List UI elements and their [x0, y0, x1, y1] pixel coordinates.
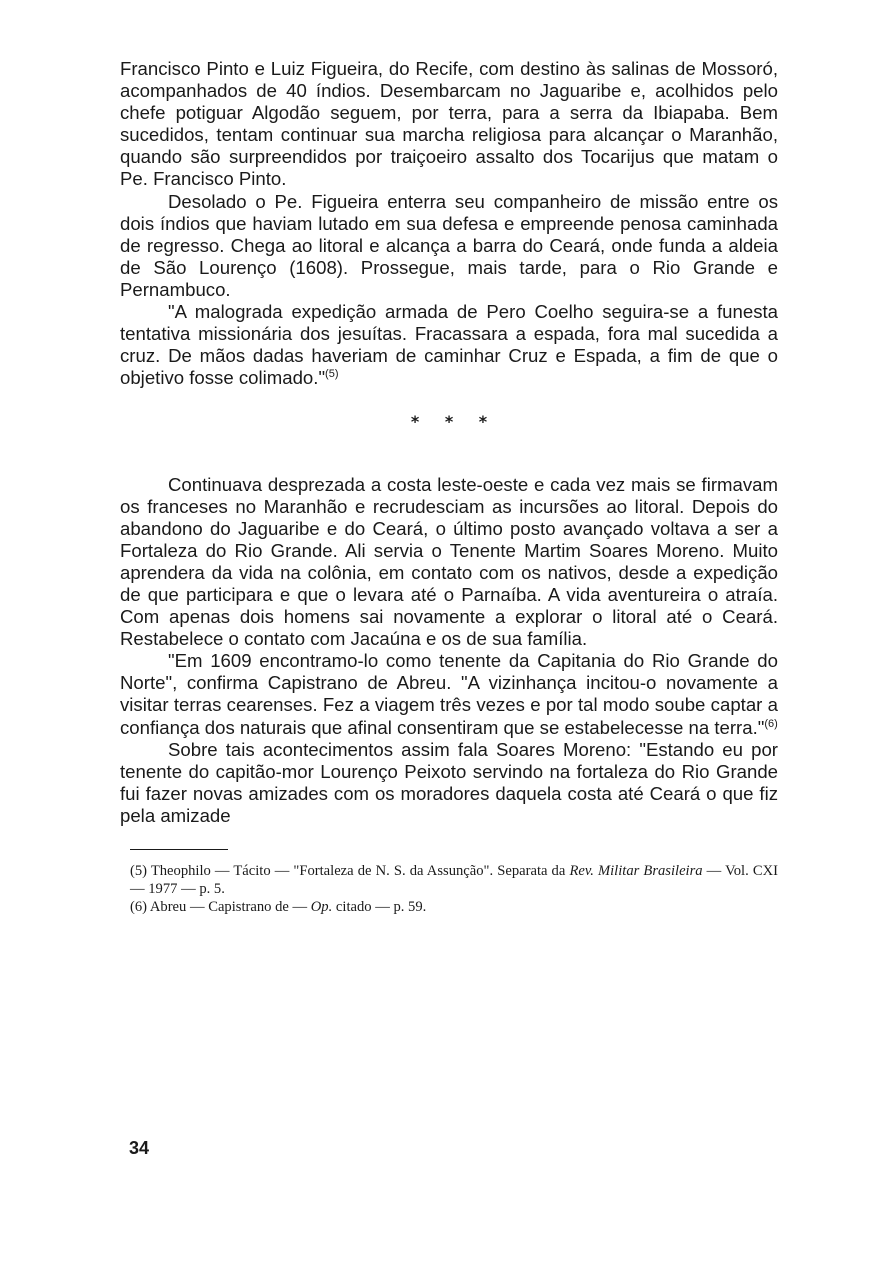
paragraph-1: Francisco Pinto e Luiz Figueira, do Recife, com destino às salinas de Mossoró, acompanhados de 40 índios. Desembarcam no Jaguaribe e, acolhidos pelo chefe potiguar Algodão seguem, por terra, para a serra da Ibiapaba. Bem sucedidos, tentam continuar sua marcha religiosa para alcançar o Maranhão, quando são surpreendidos por traiçoeiro assalto dos Tocarijus que matam o Pe. Francisco Pinto. [120, 58, 778, 190]
paragraph-6: Sobre tais acontecimentos assim fala Soares Moreno: "Estando eu por tenente do capitão-mor Lourenço Peixoto servindo na fortaleza do Rio Grande fui fazer novas amizades com os moradores daquela costa até Ceará o que fiz pela amizade [120, 738, 778, 826]
quote-text: "Em 1609 encontramo-lo como tenente da Capitania do Rio Grande do Norte", confirma Capistrano de Abreu. "A vizinhança incitou-o novamente a visitar terras cearenses. Fez a viagem três vezes e por tal modo soube captar a confiança dos naturais que afinal consentiram que se estabelecesse na terra." [120, 650, 778, 738]
quote-text: "A malograda expedição armada de Pero Coelho seguira-se a funesta tentativa missionária dos jesuítas. Fracassara a espada, fora mal sucedida a cruz. De mãos dadas haveriam de caminhar Cruz e Espada, a fim de que o objetivo fosse colimado." [120, 301, 778, 389]
paragraph-3 [120, 301, 778, 389]
footnote-ref-6: (6) [764, 717, 778, 730]
footnote-6-tail: citado — p. 59. [332, 899, 427, 915]
page-number: 34 [129, 1138, 150, 1158]
footnote-ref-5: (5) [325, 368, 339, 381]
footnote-5-journal: Rev. Militar Brasileira [569, 863, 703, 879]
footnote-5-tail: — Vol. CXI — 1977 — p. 5. [130, 863, 778, 897]
main-text [120, 58, 778, 827]
footnote-5-text: (5) Theophilo — Tácito — "Fortaleza de N. S. da Assunção". Separata da [130, 863, 570, 879]
section-separator: * * * [410, 412, 498, 432]
footnote-divider [130, 849, 228, 850]
footnote-6-text: (6) Abreu — Capistrano de — [130, 899, 311, 915]
footnote-6 [130, 898, 778, 916]
page-body [120, 58, 778, 916]
footnote-6-op: Op. [310, 899, 333, 915]
paragraph-2: Desolado o Pe. Figueira enterra seu companheiro de missão entre os dois índios que haviam lutado em sua defesa e empreende penosa caminhada de regresso. Chega ao litoral e alcança a barra do Ceará, onde funda a aldeia de São Lourenço (1608). Prossegue, mais tarde, para o Rio Grande e Pernambuco. [120, 190, 778, 300]
paragraph-5 [120, 650, 778, 738]
paragraph-4: Continuava desprezada a costa leste-oeste e cada vez mais se firmavam os franceses no Maranhão e recrudesciam as incursões ao litoral. Depois do abandono do Jaguaribe e do Ceará, o último posto avançado voltava a ser a Fortaleza do Rio Grande. Ali servia o Tenente Martim Soares Moreno. Muito aprendera da vida na colônia, em contato com os nativos, desde a expedição de que participara e que o levara até o Parnaíba. A vida aventureira o atraía. Com apenas dois homens sai novamente a explorar o litoral até o Ceará. Restabelece o contato com Jacaúna e os de sua família. [120, 473, 778, 650]
footnotes [130, 862, 778, 916]
footnote-5 [130, 862, 778, 898]
